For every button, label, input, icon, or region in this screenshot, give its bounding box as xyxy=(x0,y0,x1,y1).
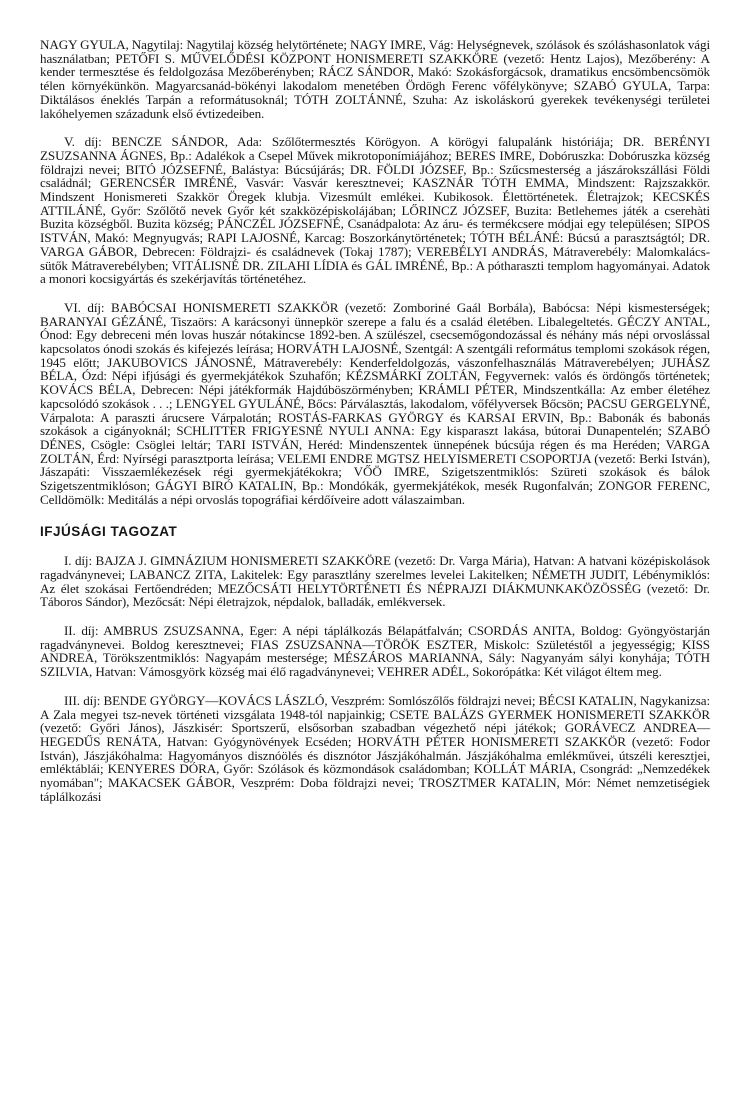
paragraph-continuation: NAGY GYULA, Nagytilaj: Nagytilaj község helytörténete; NAGY IMRE, Vág: Helységnevek, szólások és szóláshasonlatok vági használatban; PETŐFI S. MŰVELŐDÉSI KÖZPONT HONISMERETI SZAKKÖRE (vezető: Hentz Lajos), Mezőberény: A kender termesztése és feldolgozása Mezőberényben; RÁCZ SÁNDOR, Makó: Szokásforgácsok, dramatikus encsömbencsömök télen környékünkön. Magyarcsanád-bökényi lakodalom menetében Ördögh Ferenc vőfélykönyve; SZABÓ GYULA, Tarpa: Diktálásos éneklés Tarpán a reformátusoknál; TÓTH ZOLTÁNNÉ, Szuha: Az iskoláskorú gyerekek tevékenységi területei lakóhelyemen századunk első évtizedeiben. xyxy=(40,37,710,121)
paragraph-youth-second-prize: II. díj: AMBRUS ZSUZSANNA, Eger: A népi táplálkozás Bélapátfalván; CSORDÁS ANITA, Boldog: Gyöngyöstarján ragadványnevei. Boldog keresztnevei; FIAS ZSUZSANNA—TÖRÖK ESZTER, Miskolc: Születéstől a jegyességig; KISS ANDREA, Törökszentmiklós: Nagyapám mestersége; MÉSZÁROS MARIANNA, Sály: Nagyanyám sályi konyhája; TÓTH SZILVIA, Hatvan: Vámosgyörk község mai élő ragadványnevei; VEHRER ADÉL, Sokorópátka: Két világot éltem meg. xyxy=(40,623,710,680)
paragraph-fifth-prize: V. díj: BENCZE SÁNDOR, Ada: Szőlőtermesztés Körögyon. A körögyi falupalánk históriája; DR. BERÉNYI ZSUZSANNA ÁGNES, Bp.: Adalékok a Csepel Művek mikrotoponímiájához; BERES IMRE, Dobóruszka: Dobóruszka község földrajzi nevei; BITÓ JÓZSEFNÉ, Balástya: Búcsújárás; DR. FÖLDI JÓZSEF, Bp.: Szűcsmesterség a jászárokszállási Földi családnál; GERENCSÉR IMRÉNÉ, Vasvár: Vasvár keresztnevei; KASZNÁR TÓTH EMMA, Mindszent: Rajzszakkör. Mindszent Honismereti Szakkör Öregek klubja. Vizesmúlt emlékei. Kubikosok. Élettörténetek. Életrajzok; KECSKÉS ATTILÁNÉ, Győr: Szőlőtő nevek Győr két szakközépiskolájában; LŐRINCZ JÓZSEF, Buzita: Betlehemes játék a cserehàti Buzita községből. Buzita község; PÁNCZÉL JÓZSEFNÉ, Csanádpalota: Az áru- és termékcsere módjai egy településen; SIPOS ISTVÁN, Makó: Megnyugvás; RAPI LAJOSNÉ, Karcag: Boszorkánytörténetek; TÓTH BÉLÁNÉ: Búcsú a parasztságtól; DR. VARGA GÁBOR, Debrecen: Földrajzi- és családnevek (Tokaj 1787); VEREBÉLYI ANDRÁS, Mátraverebély: Malomkalács-sütők Mátraverebélyben; VITÁLISNÉ DR. ZILAHI LÍDIA és GÁL IMRÉNÉ, Bp.: A pótharaszti templom hagyományai. Adatok a monori kocsigyártás és szekérjavítás történetéhez. xyxy=(40,134,710,287)
section-title-youth: IFJÚSÁGI TAGOZAT xyxy=(40,523,178,539)
paragraph-youth-first-prize: I. díj: BAJZA J. GIMNÁZIUM HONISMERETI SZAKKÖRE (vezető: Dr. Varga Mária), Hatvan: A hatvani középiskolások ragadványnevei; LABANCZ ZITA, Lakitelek: Egy parasztlány szerelmes levelei Lakitelken; NÉMETH JUDIT, Lébénymiklós: Az élet szokásai Fertőendréden; MEZŐCSÁTI HELYTÖRTÉNETI ÉS NÉPRAJZI DIÁKMUNKAKÖZÖSSÉG (vezető: Dr. Táboros Sándor), Mezőcsát: Népi életrajzok, népdalok, balladák, emlékversek. xyxy=(40,553,710,610)
document-page xyxy=(40,38,710,818)
paragraph-sixth-prize: VI. díj: BABÓCSAI HONISMERETI SZAKKÖR (vezető: Zomboriné Gaál Borbála), Babócsa: Népi kismesterségek; BARANYAI GÉZÁNÉ, Tiszaörs: A karácsonyi ünnepkör szerepe a falu és a család életében. Libalegeltetés. GÉCZY ANTAL, Ónod: Egy debreceni mén lovas huszár nótakincse 1892-ben. A szülészel, csecsemőgondozással és néhány más népi orvoslással kapcsolatos ónodi szokás és kifejezés leírása; HORVÁTH LAJOSNÉ, Szentgál: A szentgáli református templomi szokások régen, 1945 előtt; JAKUBOVICS JÁNOSNÉ, Mátraverebély: Kenderfeldolgozás, vászonfelhasználás Mátraverebélyen; JUHÁSZ BÉLA, Ózd: Népi ifjúsági és gyermekjátékok Szuhafőn; KÉZSMÁRKI ZOLTÁN, Fegyvernek: valós és ördöngős történetek; KOVÁCS BÉLA, Debrecen: Népi játékformák Hajdúböszörményben; KRÁMLI PÉTER, Mindszentkálla: Az ember életéhez kapcsolódó szokások . . .; LENGYEL GYULÁNÉ, Bőcs: Párválasztás, lakodalom, vőfélyversek Bőcsön; PACSU GERGELYNÉ, Várpalota: A paraszti árucsere Várpalotán; ROSTÁS-FARKAS GYÖRGY és KARSAI ERVIN, Bp.: Babonák és babonás szokások a cigányoknál; SCHLITTER FRIGYESNÉ NYULI ANNA: Egy kisparaszt lakása, bútorai Dunapentelén; SZABÓ DÉNES, Csögle: Csöglei leltár; TARI ISTVÁN, Heréd: Mindenszentek ünnepének búcsúja régen és ma Heréden; VARGA ZOLTÁN, Érd: Nyírségi parasztporta leírása; VELEMI ENDRE MGTSZ HELYISMERETI CSOPORTJA (vezető: Berki István), Jászapáti: Visszaemlékezések régi gyermekjátékokra; VŐÖ IMRE, Szigetszentmiklós: Szüreti szokások és bálok Szigetszentmiklóson; GÁGYI BIRÓ KATALIN, Bp.: Mondókák, gyermekjátékok, mesék Rugonfalván; ZONGOR FERENC, Celldömölk: Meditálás a népi orvoslás topográfiai kérdőíveire adott válaszaimban. xyxy=(40,299,710,507)
paragraph-youth-third-prize: III. díj: BENDE GYÖRGY—KOVÁCS LÁSZLÓ, Veszprém: Somlószőlős földrajzi nevei; BÉCSI KATALIN, Nagykanizsa: A Zala megyei tsz-nevek történeti vizsgálata 1948-tól napjainkig; CSETE BALÁZS GYERMEK HONISMERETI SZAKKÖR (vezető: Győri János), Jászkisér: Sportszerű, elsősorban szabadban végezhető népi játékok; GORÁVECZ ANDREA—HEGEDŰS RENÁTA, Hatvan: Gyógynövények Ecséden; HORVÁTH PÉTER HONISMERETI SZAKKÖR (vezető: Fodor István), Jászjákóhalma: Hagyományos disznóölés és disznótor Jászjákóhalmán. Jászjákóhalma emlékművei, útszéli keresztjei, emléktáblái; KENYERES DÓRA, Győr: Szólások és közmondások családomban; KOLLÁT MÁRIA, Csongrád: „Nemzedékek nyomában"; MAKACSEK GÁBOR, Veszprém: Doba földrajzi nevei; TROSZTMER KATALIN, Mór: Német nemzetiségiek táplálkozási xyxy=(40,692,710,804)
